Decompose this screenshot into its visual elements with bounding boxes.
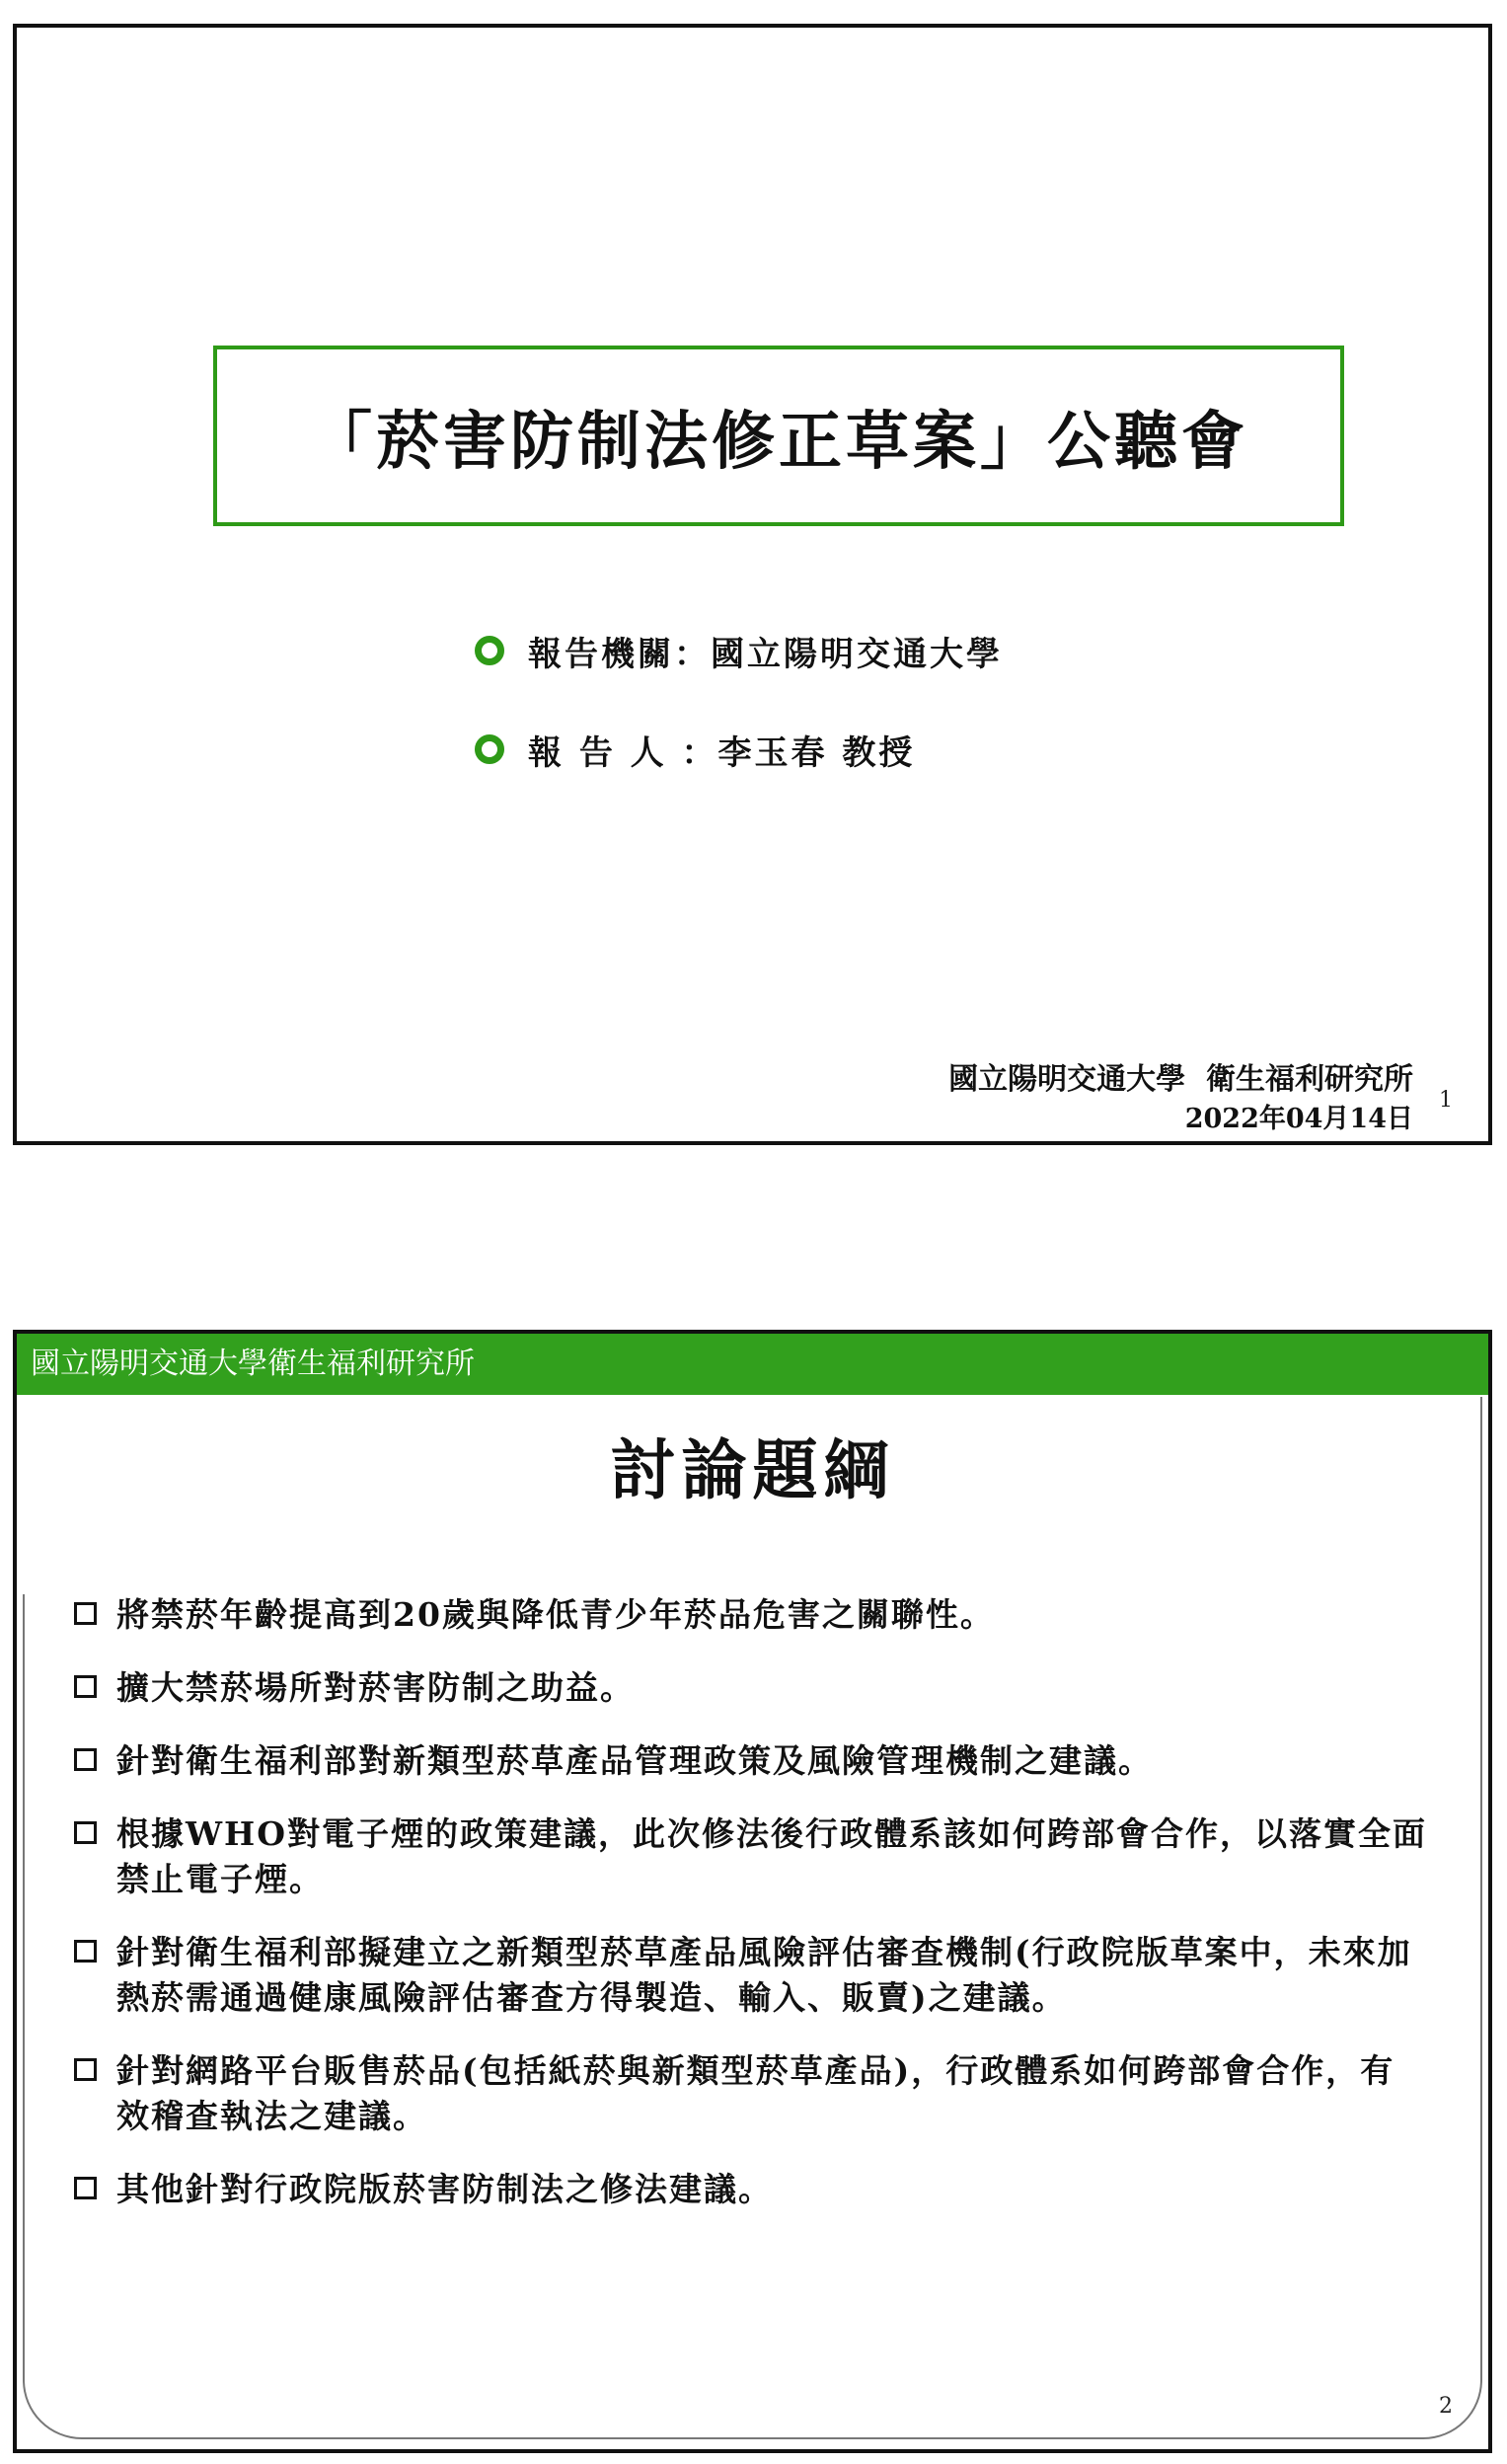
footer-org: 國立陽明交通大學 衛生福利研究所 (948, 1062, 1413, 1097)
reporter-agency-text: 報告機關：國立陽明交通大學 (528, 634, 1003, 674)
square-bullet-icon (74, 1602, 97, 1625)
square-bullet-icon (74, 2177, 97, 2199)
reporter-item-person (475, 722, 1003, 777)
topic-text: 擴大禁菸場所對菸害防制之助益。 (116, 1668, 635, 1707)
topic-text: 其他針對行政院版菸害防制法之修法建議。 (116, 2170, 773, 2208)
reporter-list (475, 623, 1003, 820)
ring-bullet-icon (475, 636, 504, 665)
title-box (213, 346, 1344, 526)
topic-text: 針對網路平台販售菸品(包括紙菸與新類型菸草產品)，行政體系如何跨部會合作，有效稽查執法之建議。 (116, 2051, 1395, 2135)
slide-2-title: 討論題綱 (610, 1431, 895, 1508)
square-bullet-icon (74, 2058, 97, 2081)
square-bullet-icon (74, 1748, 97, 1771)
square-bullet-icon (74, 1821, 97, 1844)
list-item (74, 1592, 1456, 1638)
square-bullet-icon (74, 1940, 97, 1963)
slide-1 (13, 24, 1492, 1145)
list-item (74, 1930, 1456, 2021)
topic-text: 針對衛生福利部擬建立之新類型菸草產品風險評估審查機制(行政院版草案中，未來加熱菸需通過健康風險評估審查方得製造、輸入、販賣)之建議。 (116, 1933, 1412, 2017)
slide-2-page-number: 2 (1439, 2394, 1453, 2419)
ring-bullet-icon (475, 734, 504, 764)
topic-text: 將禁菸年齡提高到20歲與降低青少年菸品危害之關聯性。 (116, 1595, 995, 1634)
list-item (74, 1811, 1456, 1902)
slide-1-page-number: 1 (1439, 1088, 1453, 1113)
list-item (74, 1665, 1456, 1711)
slide-1-footer (948, 1060, 1413, 1139)
topic-list (74, 1592, 1456, 2240)
list-item (74, 1738, 1456, 1784)
topic-text: 根據WHO對電子煙的政策建議，此次修法後行政體系該如何跨部會合作，以落實全面禁止電子煙。 (116, 1814, 1427, 1898)
topic-text: 針對衛生福利部對新類型菸草產品管理政策及風險管理機制之建議。 (116, 1741, 1153, 1780)
reporter-person-text: 報 告 人 ：李玉春 教授 (528, 732, 916, 773)
slide-2-header: 國立陽明交通大學衛生福利研究所 (17, 1334, 1488, 1395)
slide-1-title: 「菸害防制法修正草案」公聽會 (309, 404, 1248, 479)
square-bullet-icon (74, 1675, 97, 1698)
slide-2 (13, 1330, 1492, 2453)
reporter-item-agency (475, 623, 1003, 678)
footer-date: 2022年04月14日 (1184, 1104, 1413, 1134)
list-item (74, 2048, 1456, 2139)
list-item (74, 2167, 1456, 2212)
